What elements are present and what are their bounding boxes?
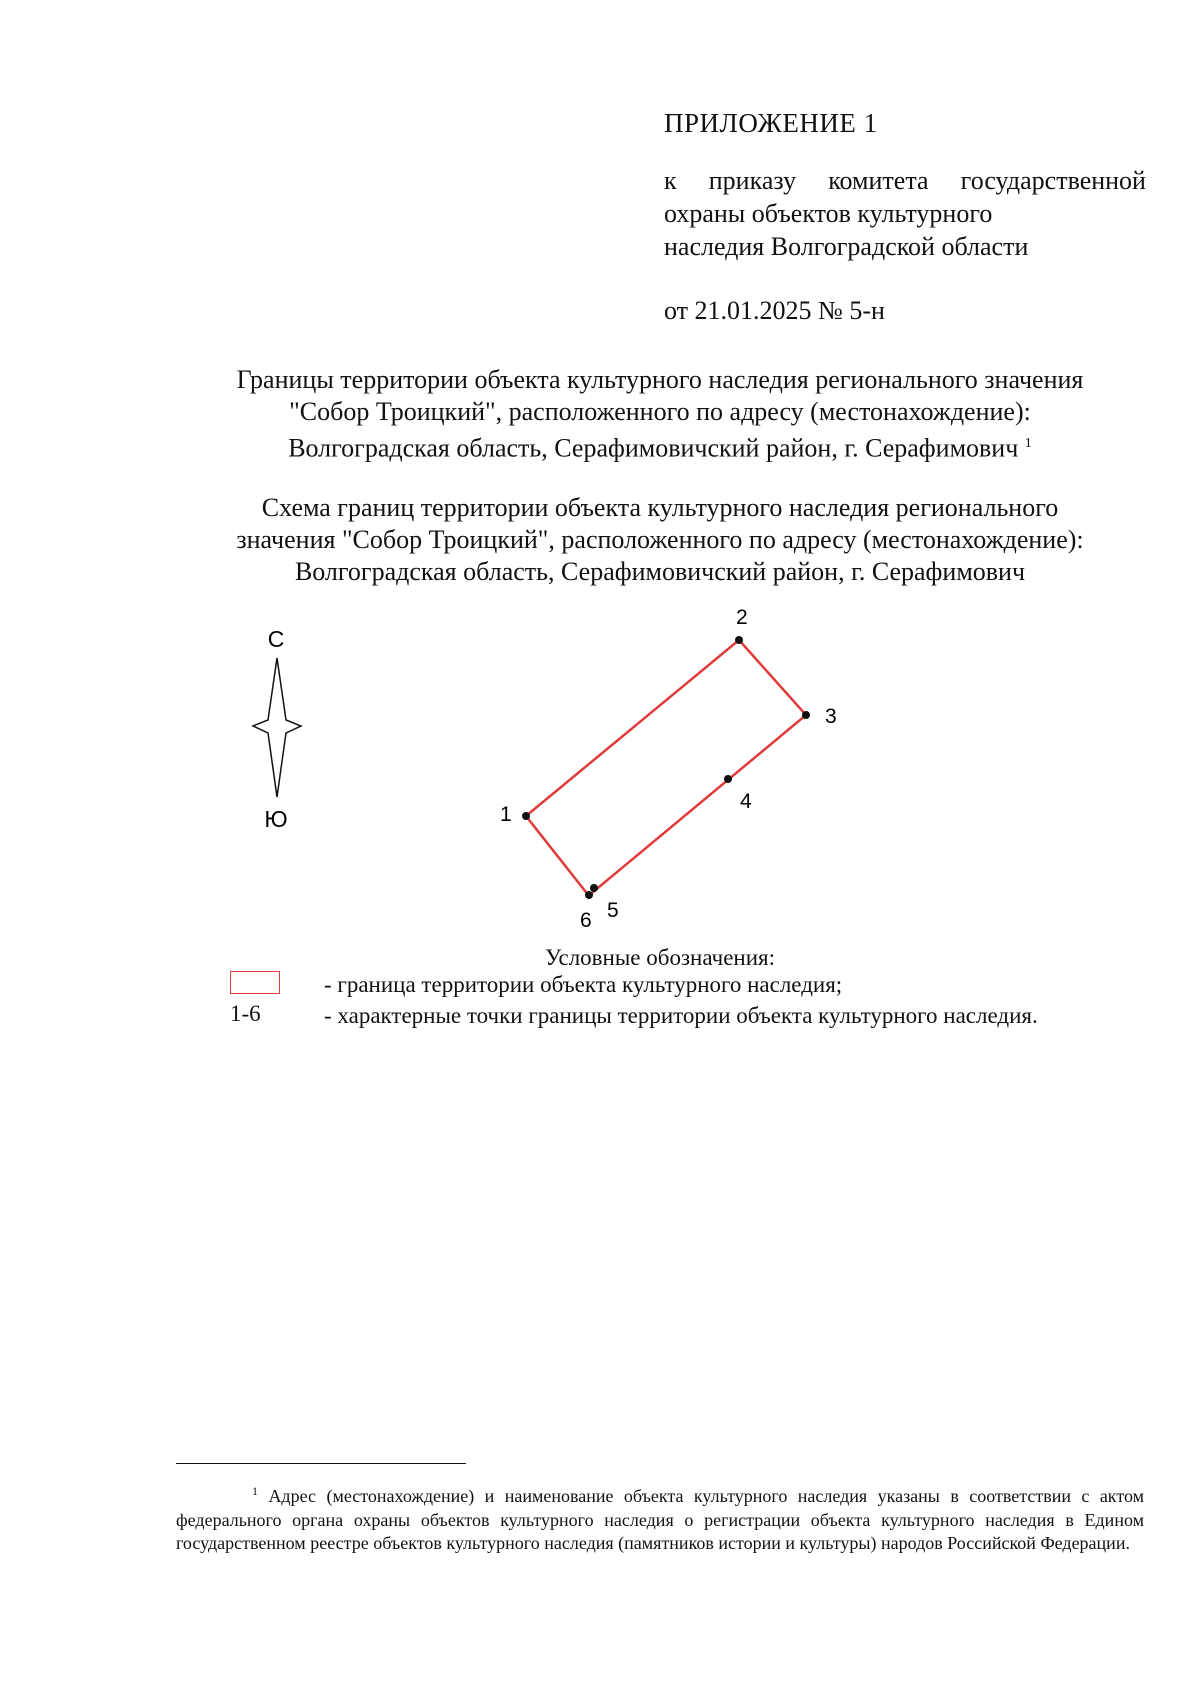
- scheme-title-line: Волгоградская область, Серафимовичский район, г. Серафимович: [294, 557, 1026, 586]
- appendix-reference: [664, 164, 1146, 263]
- appendix-date: от 21.01.2025 № 5-н: [664, 296, 885, 325]
- legend-points-text: - характерные точки границы территории объекта культурного наследия.: [324, 1003, 1038, 1028]
- heading-line: "Собор Троицкий", расположенного по адресу (местонахождение):: [289, 397, 1031, 426]
- boundary-polygon: [526, 640, 806, 896]
- boundary-point-label: 2: [736, 606, 748, 629]
- boundary-point-label: 4: [740, 790, 752, 813]
- appendix-reference-line-1: [664, 164, 1146, 197]
- appendix-word: государственной: [960, 166, 1146, 195]
- compass-south-label: Ю: [264, 806, 288, 832]
- north-arrow-shape: [253, 658, 301, 797]
- boundaries-heading: [140, 364, 1180, 465]
- legend-points-range: 1-6: [230, 1001, 261, 1026]
- boundary-point: [585, 891, 593, 899]
- boundary-point-label: 3: [825, 705, 837, 728]
- appendix-word: приказу: [708, 166, 797, 195]
- scheme-title-line: Схема границ территории объекта культурного наследия регионального: [261, 493, 1059, 522]
- legend-boundary-text: - граница территории объекта культурного наследия;: [324, 972, 843, 997]
- footnote-marker: 1: [252, 1484, 258, 1498]
- boundary-point-label: 5: [607, 899, 619, 922]
- boundary-point: [735, 636, 743, 644]
- north-arrow-icon: [253, 626, 301, 832]
- boundary-point-label: 6: [580, 909, 592, 932]
- appendix-title: ПРИЛОЖЕНИЕ 1: [664, 108, 878, 138]
- footnote: [176, 1480, 1144, 1556]
- legend-title: Условные обозначения:: [544, 945, 776, 970]
- boundary-point: [522, 812, 530, 820]
- appendix-reference-line-2: охраны объектов культурного: [664, 199, 993, 228]
- scheme-title-line: значения "Собор Троицкий", расположенного по адресу (местонахождение):: [236, 525, 1084, 554]
- boundary-point: [590, 884, 598, 892]
- heading-line: [140, 428, 1180, 465]
- boundary-point-label: 1: [500, 803, 512, 826]
- heading-line-text: Волгоградская область, Серафимовичский район, г. Серафимович: [288, 433, 1019, 463]
- compass-north-label: С: [267, 626, 285, 652]
- appendix-reference-line-3: наследия Волгоградской области: [664, 232, 1029, 261]
- footnote-text: Адрес (местонахождение) и наименование объекта культурного наследия указаны в соответствии с актом федерального органа охраны объектов культурного наследия о регистрации объекта культурного наследия в Едином государственном реестре объектов культурного наследия (памятников истории и культуры) народов Российской Федерации.: [176, 1486, 1144, 1553]
- legend-boundary-swatch: [230, 971, 280, 994]
- boundary-point: [724, 775, 732, 783]
- heading-line: Границы территории объекта культурного наследия регионального значения: [236, 365, 1084, 394]
- boundary-point: [802, 711, 810, 719]
- footnote-reference: 1: [1024, 436, 1032, 451]
- appendix-word: к: [664, 166, 677, 195]
- scheme-title: [140, 492, 1180, 588]
- appendix-word: комитета: [828, 166, 929, 195]
- boundary-scheme: [0, 590, 1200, 940]
- boundary-points: [522, 636, 810, 899]
- footnote-separator: [176, 1463, 466, 1464]
